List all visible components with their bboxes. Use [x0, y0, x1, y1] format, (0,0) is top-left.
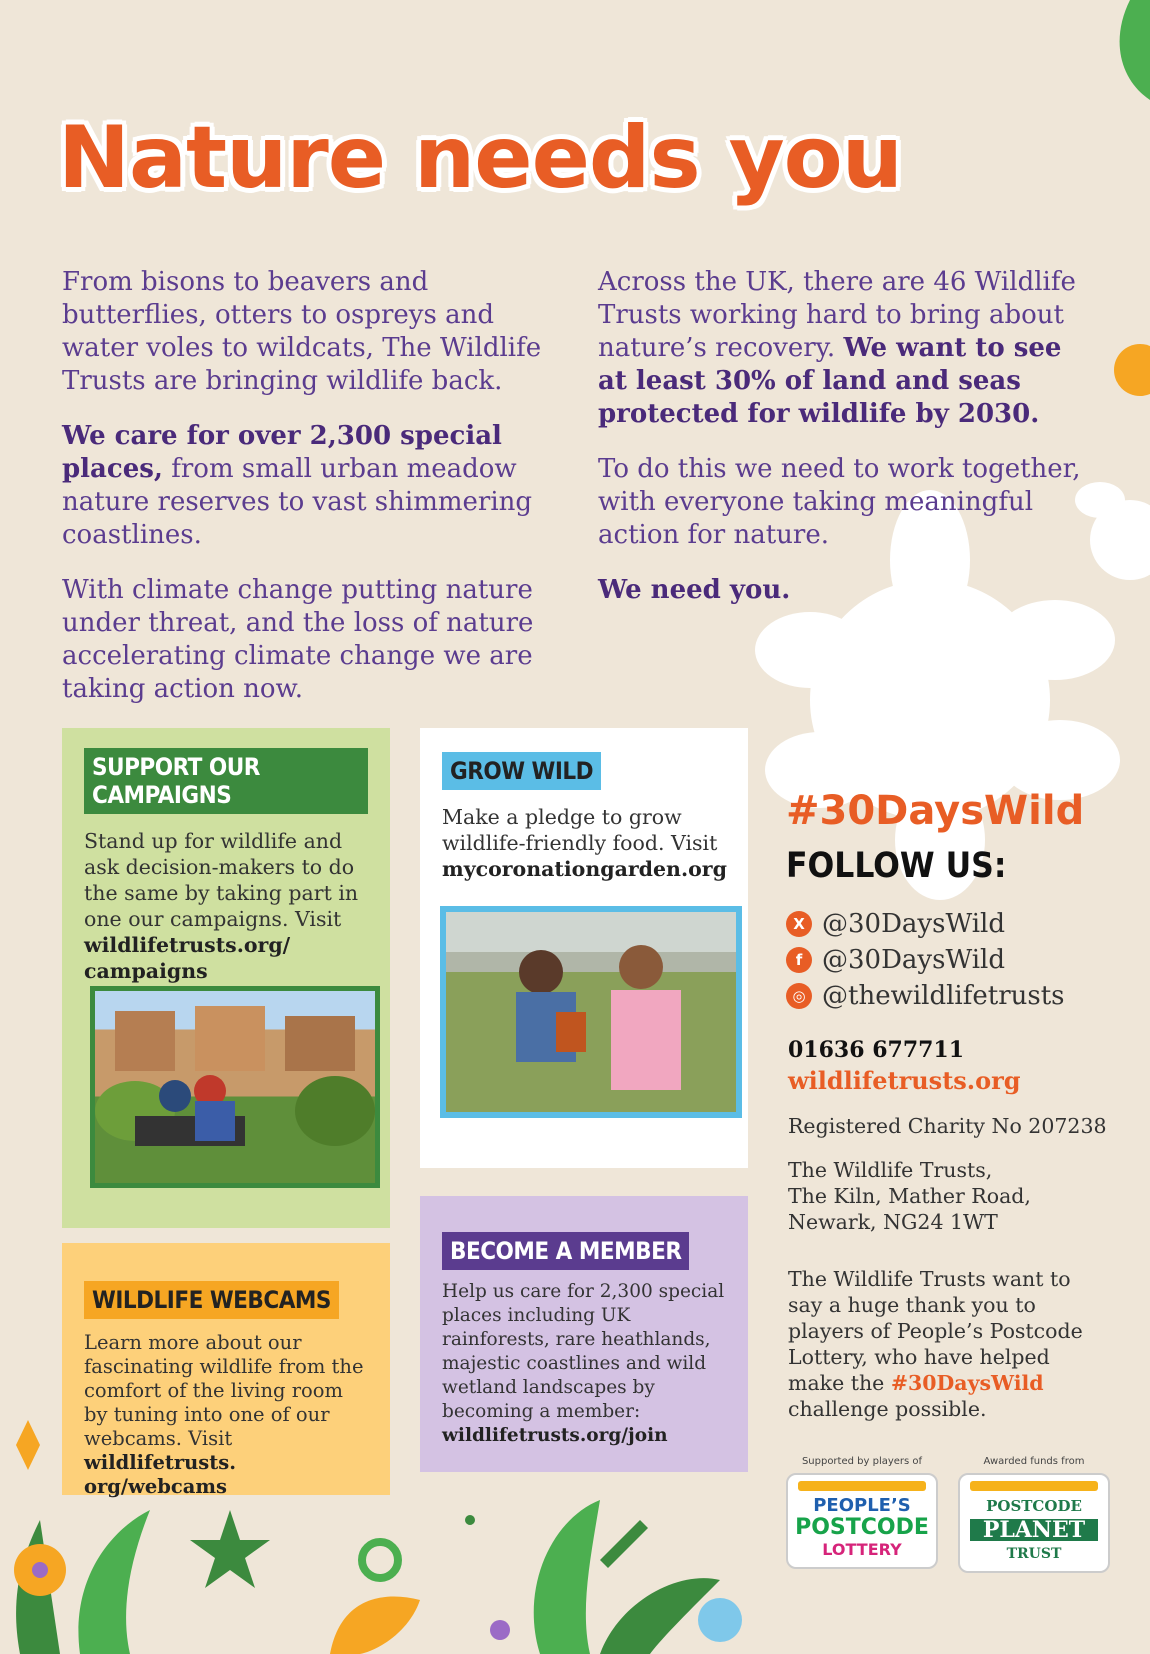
social-handle: @thewildlifetrusts: [822, 981, 1065, 1011]
address-line: The Wildlife Trusts,: [788, 1158, 993, 1182]
social-list: [786, 906, 1065, 1014]
intro-paragraph: [598, 266, 1088, 431]
ppl-line: LOTTERY: [822, 1540, 902, 1559]
facebook-icon: f: [786, 947, 812, 973]
intro-paragraph: From bisons to beavers and butterflies, otters to ospreys and water voles to wildcats, The Wildlife Trusts are bringing wildlife back.: [62, 267, 542, 396]
address-line: The Kiln, Mather Road,: [788, 1184, 1031, 1208]
campaigns-label: SUPPORT OUR CAMPAIGNS: [84, 748, 368, 814]
intro-bold: We want to see at least 30% of land and seas protected for wildlife by 2030.: [598, 333, 1062, 429]
address-line: Newark, NG24 1WT: [788, 1210, 998, 1234]
intro-text: from small urban meadow nature reserves to vast shimmering coastlines.: [62, 454, 533, 550]
ppl-caption: Supported by players of: [801, 1456, 923, 1467]
intro-paragraph: To do this we need to work together, with everyone taking meaningful action for nature.: [598, 454, 1081, 550]
intro-column-left: [62, 266, 562, 728]
ppl-line: PEOPLE’S: [813, 1495, 911, 1516]
intro-bold: We need you.: [598, 575, 791, 605]
page-title: Nature needs you: [58, 108, 902, 208]
intro-paragraph: [62, 420, 562, 552]
planet-line: PLANET: [970, 1519, 1098, 1541]
member-card: [420, 1196, 748, 1472]
intro-bold: We care for over 2,300 special places,: [62, 421, 502, 484]
address: [788, 1157, 1031, 1235]
webcams-link[interactable]: wildlifetrusts. org/webcams: [84, 1451, 237, 1498]
intro-paragraph: With climate change putting nature under threat, and the loss of nature accelerating climate change we are taking action now.: [62, 575, 534, 704]
park-bench-illustration: [95, 991, 375, 1183]
instagram-icon: ◎: [786, 983, 812, 1009]
thanks-hashtag: #30DaysWild: [890, 1371, 1044, 1395]
campaigns-card: [62, 728, 390, 1228]
intro-column-right: [598, 266, 1088, 629]
x-icon: X: [786, 911, 812, 937]
follow-heading: FOLLOW US:: [786, 846, 1007, 886]
planet-trust-logo: [958, 1456, 1110, 1573]
phone-number: 01636 677711: [788, 1037, 965, 1063]
ppl-line: POSTCODE: [795, 1515, 929, 1540]
member-link[interactable]: wildlifetrusts.org/join: [442, 1425, 668, 1446]
planet-line: TRUST: [1006, 1546, 1062, 1562]
social-item[interactable]: [786, 906, 1065, 942]
social-handle: @30DaysWild: [822, 909, 1006, 939]
ppl-logo: [786, 1456, 938, 1569]
webcams-card: [62, 1243, 390, 1498]
social-handle: @30DaysWild: [822, 945, 1006, 975]
grow-wild-card: [420, 728, 748, 1168]
girl-harvest-illustration: [446, 912, 736, 1112]
webcams-text: Learn more about our fascinating wildlife from the comfort of the living room by tuning into one of our webcams. Visit wildlifetrusts. org/webcams: [84, 1331, 364, 1498]
social-item[interactable]: [786, 978, 1065, 1014]
grow-wild-label: GROW WILD: [442, 752, 601, 790]
planet-caption: Awarded funds from: [983, 1456, 1085, 1467]
grow-wild-text: Make a pledge to grow wildlife-friendly food. Visit mycoronationgarden.org: [442, 805, 727, 881]
member-label: BECOME A MEMBER: [442, 1232, 689, 1270]
website-link[interactable]: wildlifetrusts.org: [788, 1066, 1021, 1095]
intro-paragraph: [598, 574, 1088, 607]
grow-wild-photo: [440, 906, 742, 1118]
webcams-label: WILDLIFE WEBCAMS: [84, 1281, 339, 1319]
hashtag-heading: #30DaysWild: [786, 788, 1085, 834]
charity-number: Registered Charity No 207238: [788, 1114, 1107, 1138]
campaigns-link[interactable]: wildlifetrusts.org/ campaigns: [84, 933, 291, 983]
thanks-text: The Wildlife Trusts want to say a huge thank you to players of People’s Postcode Lottery, who have helped make the #30DaysWild challenge possible.: [788, 1267, 1083, 1421]
member-text: Help us care for 2,300 special places including UK rainforests, rare heathlands, majestic coastlines and wild wetland landscapes by becoming a member: wildlifetrusts.org/join: [442, 1281, 725, 1446]
planet-line: POSTCODE: [986, 1497, 1082, 1515]
grow-wild-link[interactable]: mycoronationgarden.org: [442, 857, 727, 881]
intro-text: Across the UK, there are 46 Wildlife Trusts working hard to bring about nature’s recovery.: [598, 267, 1076, 363]
campaigns-text: Stand up for wildlife and ask decision-makers to do the same by taking part in one our campaigns. Visit wildlifetrusts.org/ campaigns: [84, 829, 359, 983]
social-item[interactable]: [786, 942, 1065, 978]
campaigns-photo: [90, 986, 380, 1188]
